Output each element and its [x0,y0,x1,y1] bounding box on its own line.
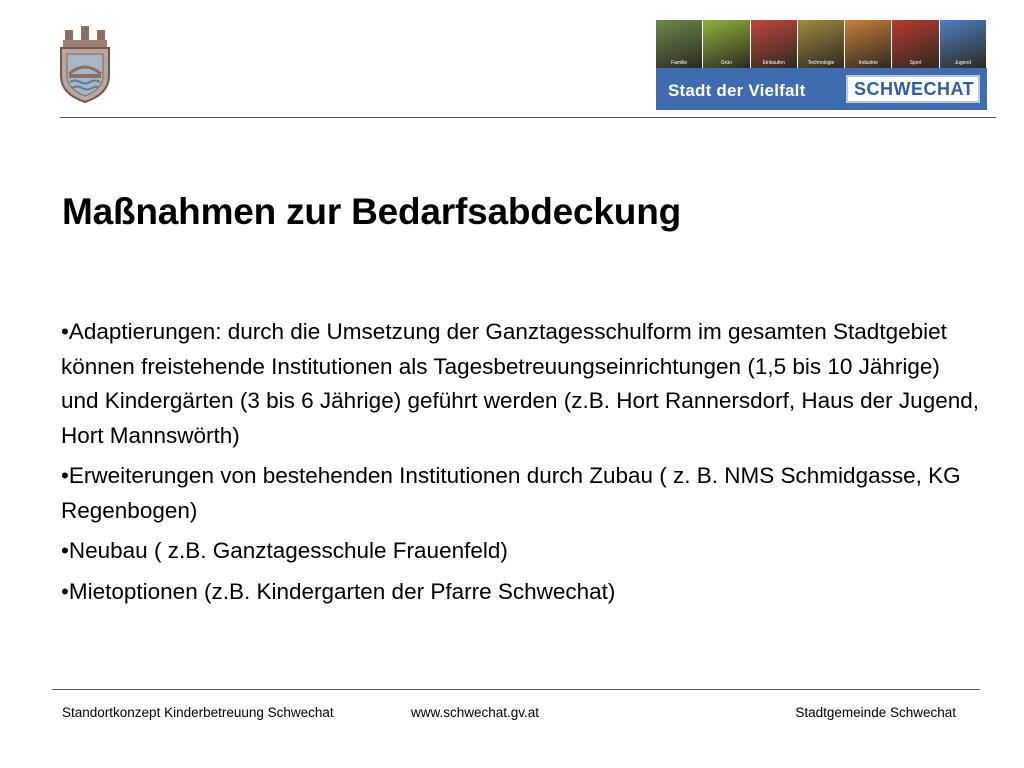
banner-photo-tile [798,20,845,68]
banner-photo-caption: Jugend [954,60,972,66]
bullet-item: •Erweiterungen von bestehenden Institutionen durch Zubau ( z. B. NMS Schmidgasse, KG Regenbogen) [61,463,961,523]
banner-photo-tile [892,20,939,68]
banner-photo-strip [656,20,987,68]
footer-divider [52,689,980,690]
banner-photo-tile [940,20,987,68]
banner-photo-caption: Sport [909,60,922,66]
bullet-item: •Neubau ( z.B. Ganztagesschule Frauenfeld) [61,538,508,563]
header-divider [60,117,996,118]
city-banner [656,20,987,110]
banner-slogan-bar [656,68,987,110]
coat-of-arms-icon [56,24,114,104]
footer-organization: Stadtgemeinde Schwechat [795,705,956,720]
bullet-item: •Mietoptionen (z.B. Kindergarten der Pfarre Schwechat) [61,578,616,604]
banner-photo-caption: Familie [671,60,688,66]
schwechat-logo [846,75,980,103]
banner-photo-tile [703,20,750,68]
banner-photo-caption: Industrie [858,60,878,66]
footer-website: www.schwechat.gv.at [411,705,540,720]
banner-photo-tile [751,20,798,68]
banner-slogan: Stadt der Vielfalt [668,81,806,100]
banner-photo-caption: Grün [720,60,732,66]
slide-title: Maßnahmen zur Bedarfsabdeckung [62,191,682,232]
banner-photo-caption: Technologie [807,60,835,66]
banner-photo-tile [845,20,892,68]
footer-title: Standortkonzept Kinderbetreuung Schwechat [62,705,334,720]
slide-body [61,315,981,615]
banner-photo-tile [656,20,703,68]
schwechat-logo-text: SCHWECHAT [854,79,975,99]
bullet-item: •Adaptierungen: durch die Umsetzung der Ganztagesschulform im gesamten Stadtgebiet können freistehende Institutionen als Tagesbetreuungseinrichtungen (1,5 bis 10 Jährige) und Kindergärten (3 bis 6 Jährige) geführt werden (z.B. Hort Rannersdorf, Haus der Jugend, Hort Mannswörth) [61,319,979,448]
banner-photo-caption: Einkaufen [762,60,785,66]
